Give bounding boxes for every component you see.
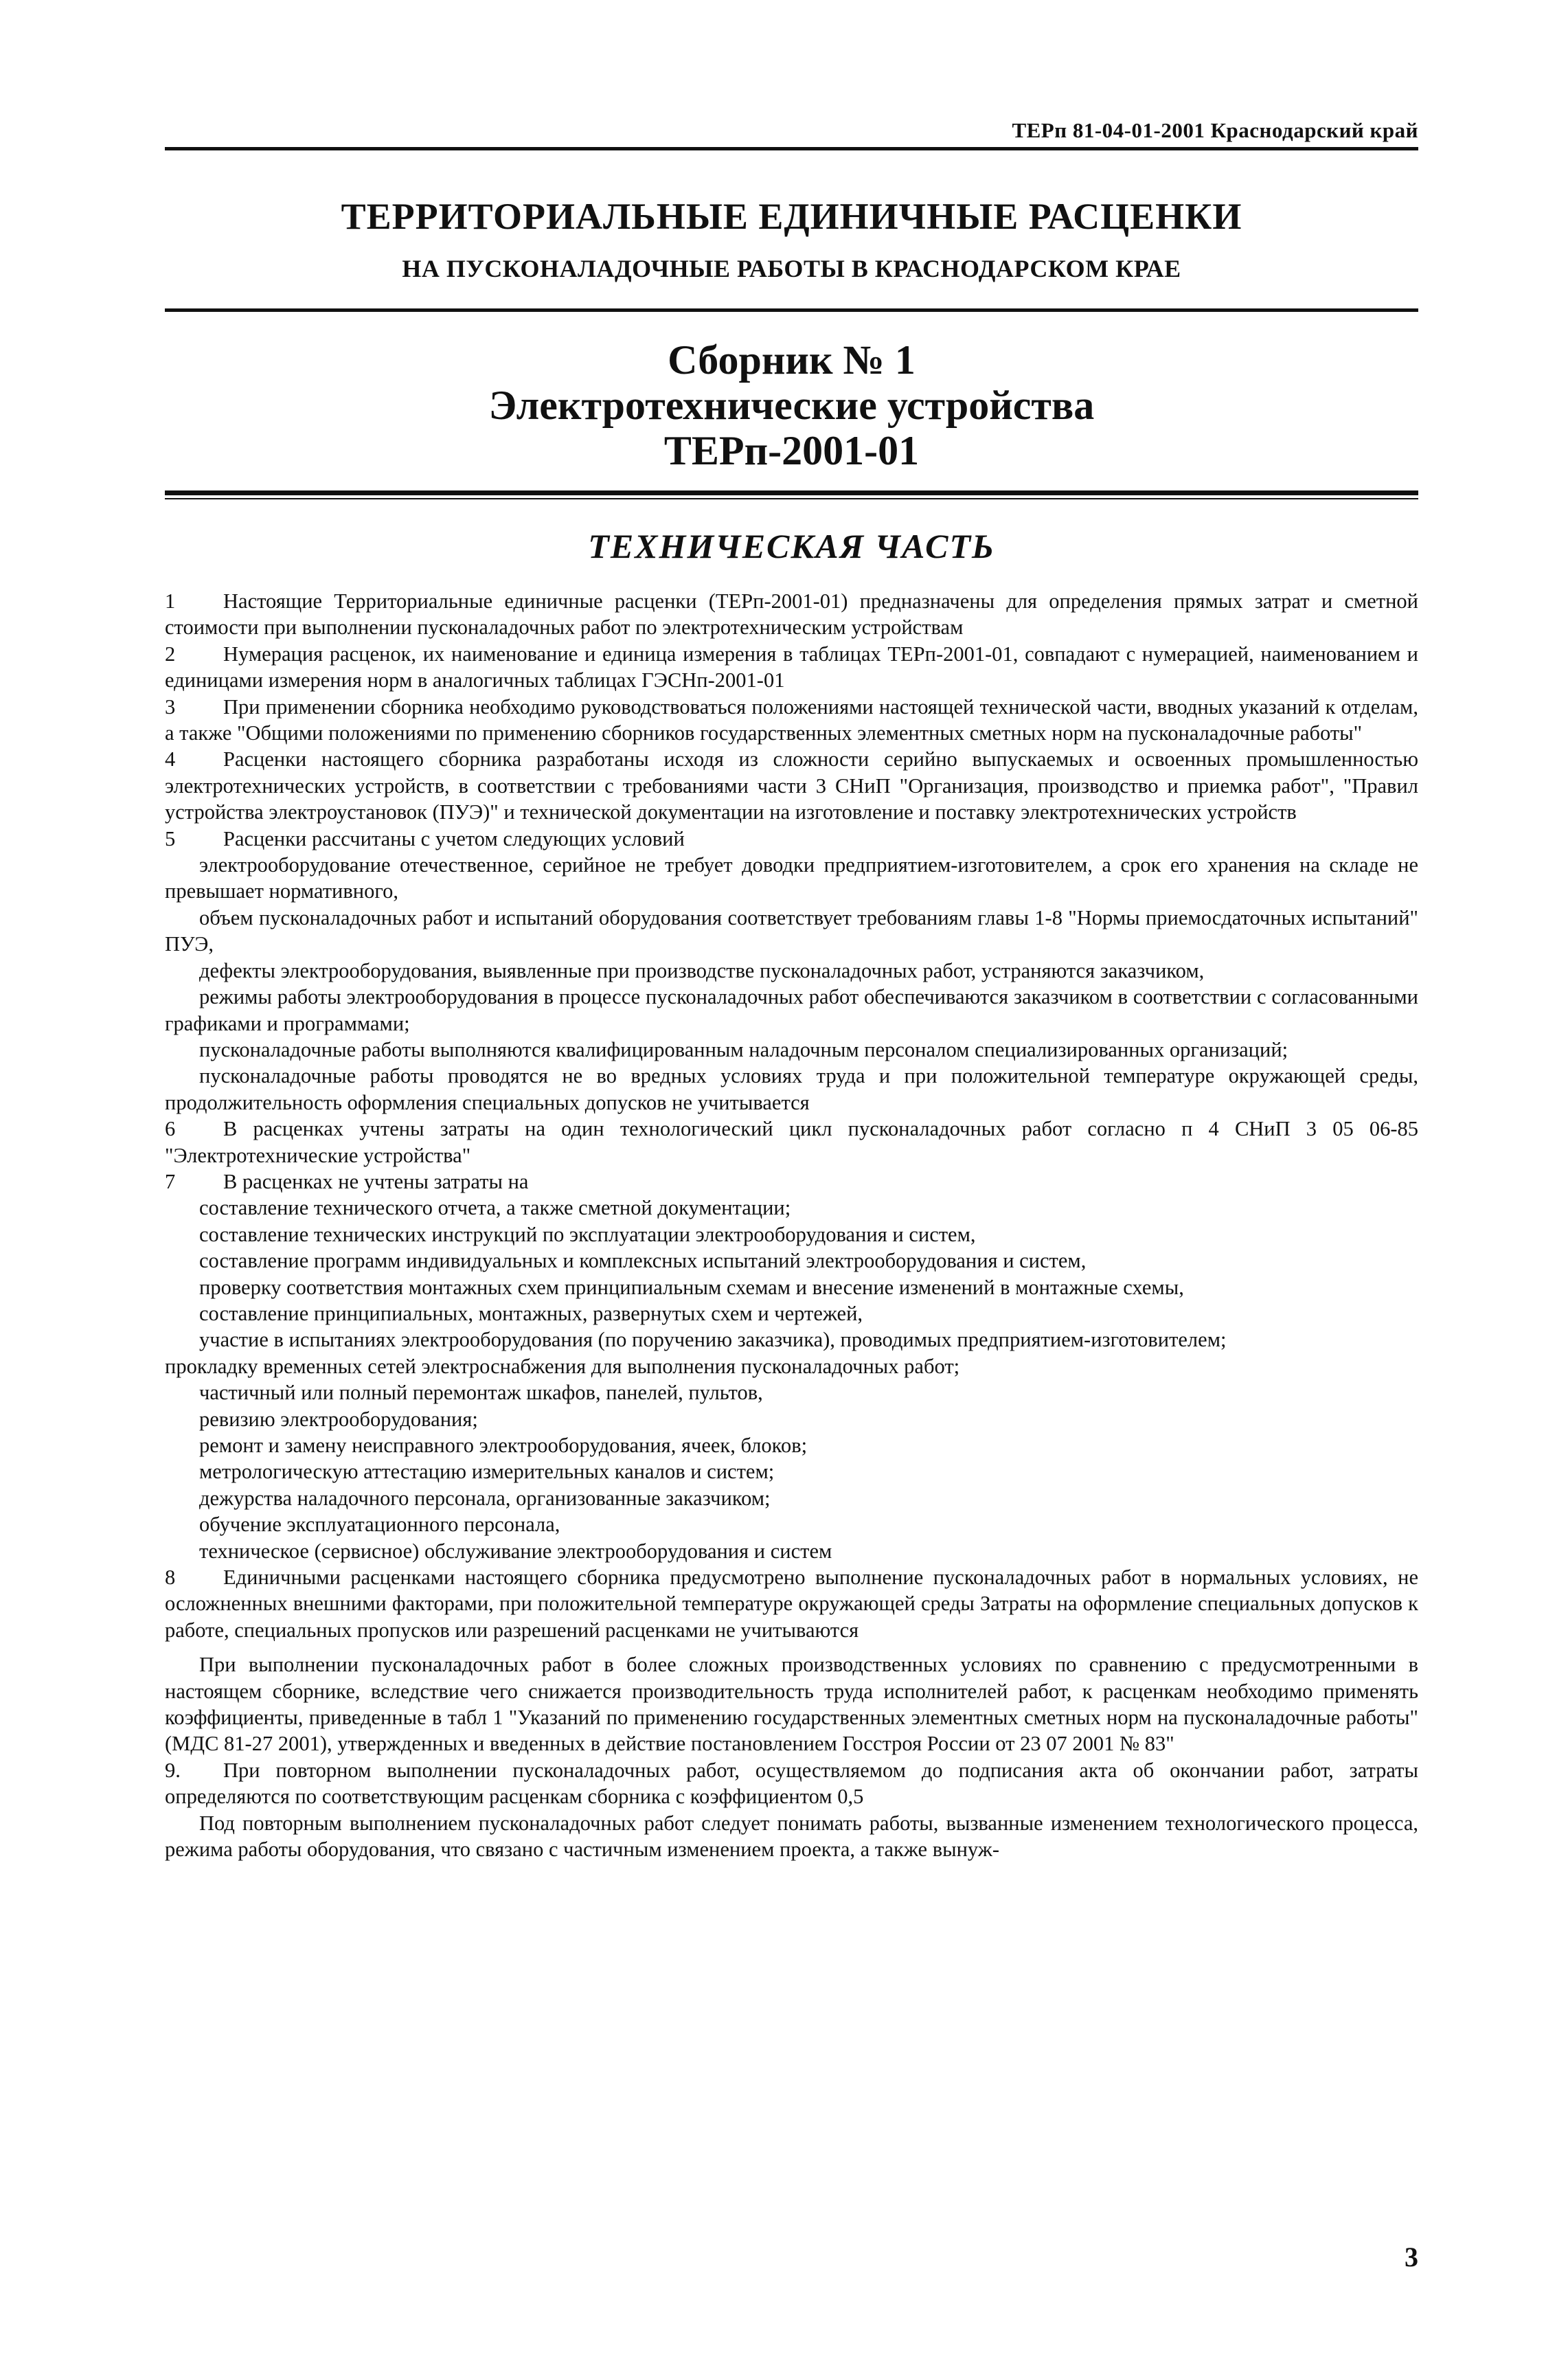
document-main-title: ТЕРРИТОРИАЛЬНЫЕ ЕДИНИЧНЫЕ РАСЦЕНКИ bbox=[341, 196, 1242, 237]
paragraph-7 bbox=[165, 1169, 1418, 1195]
page-number: 3 bbox=[1405, 2242, 1418, 2272]
exclusion-item: составление программ индивидуальных и комплексных испытаний электрооборудования и систем, bbox=[199, 1249, 1087, 1273]
paragraph-8-extra: При выполнении пусконаладочных работ в более сложных производственных условиях по сравнению с предусмотренными в настоящем сборнике, вследствие чего снижается производительность труда исполнителей работ, к расценкам необходимо применять коэффициенты, приведенные в табл 1 "Указаний по применению государственных элементных сметных норм на пусконаладочные работы" (МДС 81-27 2001), утвержденных и введенных в действие постановлением Госстроя России от 23 07 2001 № 83" bbox=[165, 1653, 1418, 1756]
paragraph-text: В расценках учтены затраты на один технологический цикл пусконаладочных работ согласно п 4 СНиП 3 05 06-85 "Электротехнические устройства" bbox=[165, 1117, 1418, 1167]
paragraph-text: Настоящие Территориальные единичные расценки (ТЕРп-2001-01) предназначены для определения прямых затрат и сметной стоимости при выполнении пусконаладочных работ по электротехническим устройствам bbox=[165, 589, 1418, 640]
paragraph-3 bbox=[165, 694, 1418, 747]
paragraph-text: Расценки рассчитаны с учетом следующих условий bbox=[223, 826, 685, 850]
exclusion-item: составление технического отчета, а также сметной документации; bbox=[199, 1196, 791, 1220]
section-title: ТЕХНИЧЕСКАЯ ЧАСТЬ bbox=[588, 527, 995, 565]
document-subtitle: НА ПУСКОНАЛАДОЧНЫЕ РАБОТЫ В КРАСНОДАРСКОМ КРАЕ bbox=[402, 255, 1181, 282]
exclusion-item: ремонт и замену неисправного электрооборудования, ячеек, блоков; bbox=[199, 1434, 808, 1457]
paragraph-number: 5 bbox=[165, 826, 176, 850]
condition-item: дефекты электрооборудования, выявленные при производстве пусконаладочных работ, устраняются заказчиком, bbox=[199, 958, 1205, 982]
exclusion-item: дежурства наладочного персонала, организованные заказчиком; bbox=[199, 1486, 771, 1510]
paragraph-number: 3 bbox=[165, 695, 176, 719]
paragraph-number: 7 bbox=[165, 1169, 176, 1193]
collection-number: Сборник № 1 bbox=[668, 337, 916, 383]
collection-code: ТЕРп-2001-01 bbox=[663, 428, 920, 473]
title-rule bbox=[165, 308, 1418, 312]
condition-item: объем пусконаладочных работ и испытаний оборудования соответствует требованиям главы 1-8 "Нормы приемосдаточных испытаний" ПУЭ, bbox=[165, 905, 1418, 956]
exclusion-item: участие в испытаниях электрооборудования (по поручению заказчика), проводимых предприятием-изготовителем; bbox=[199, 1328, 1227, 1352]
exclusion-item: обучение эксплуатационного персонала, bbox=[199, 1513, 560, 1537]
paragraph-1 bbox=[165, 588, 1418, 641]
paragraph-text: Единичными расценками настоящего сборника предусмотрено выполнение пусконаладочных работ в нормальных условиях, не осложненных внешними факторами, при положительной температуре окружающей среды Затраты на оформление специальных допусков к работе, специальных пропусков или разрешений расценками не учитываются bbox=[165, 1566, 1418, 1642]
exclusion-item: частичный или полный перемонтаж шкафов, панелей, пультов, bbox=[199, 1381, 763, 1405]
paragraph-text: Нумерация расценок, их наименование и единица измерения в таблицах ТЕРп-2001-01, совпадают с нумерацией, наименованием и единицами измерения норм в аналогичных таблицах ГЭСНп-2001-01 bbox=[165, 642, 1418, 692]
paragraph-8 bbox=[165, 1564, 1418, 1643]
document-reference-header: ТЕРп 81-04-01-2001 Краснодарский край bbox=[1012, 118, 1418, 142]
paragraph-9 bbox=[165, 1757, 1418, 1810]
paragraph-2 bbox=[165, 641, 1418, 694]
paragraph-5 bbox=[165, 826, 1418, 852]
paragraph-gap bbox=[165, 1643, 1418, 1651]
exclusion-item: составление технических инструкций по эксплуатации электрооборудования и систем, bbox=[199, 1222, 976, 1246]
document-body bbox=[165, 588, 1418, 1863]
paragraph-number: 1 bbox=[165, 589, 176, 613]
paragraph-9-extra: Под повторным выполнением пусконаладочных работ следует понимать работы, вызванные изменением технологического процесса, режима работы оборудования, что связано с частичным изменением проекта, а также вынуж- bbox=[165, 1811, 1418, 1862]
exclusion-item: ревизию электрооборудования; bbox=[199, 1407, 478, 1431]
paragraph-number: 4 bbox=[165, 747, 176, 771]
exclusion-item: проверку соответствия монтажных схем принципиальным схемам и внесение изменений в монтажные схемы, bbox=[199, 1275, 1184, 1299]
paragraph-6 bbox=[165, 1116, 1418, 1169]
paragraph-text: При повторном выполнении пусконаладочных работ, осуществляемом до подписания акта об окончании работ, затраты определяются по соответствующим расценкам сборника с коэффициентом 0,5 bbox=[165, 1758, 1418, 1809]
paragraph-number: 9. bbox=[165, 1758, 181, 1782]
exclusion-item: техническое (сервисное) обслуживание электрооборудования и систем bbox=[199, 1539, 832, 1563]
paragraph-number: 2 bbox=[165, 642, 176, 666]
paragraph-number: 6 bbox=[165, 1117, 176, 1141]
paragraph-4 bbox=[165, 746, 1418, 825]
exclusion-item: составление принципиальных, монтажных, развернутых схем и чертежей, bbox=[199, 1301, 863, 1325]
condition-item: электрооборудование отечественное, серийное не требует доводки предприятием-изготовителем, а срок его хранения на складе не превышает нормативного, bbox=[165, 853, 1418, 903]
paragraph-text: Расценки настоящего сборника разработаны исходя из сложности серийно выпускаемых и освоенных промышленностью электротехнических устройств, в соответствии с требованиями части 3 СНиП "Организация, производство и приемка работ", "Правил устройства электроустановок (ПУЭ)" и технической документации на изготовление и поставку электротехнических устройств bbox=[165, 747, 1418, 824]
condition-item: пусконаладочные работы выполняются квалифицированным наладочным персоналом специализированных организаций; bbox=[199, 1037, 1288, 1061]
paragraph-number: 8 bbox=[165, 1566, 176, 1590]
paragraph-text: В расценках не учтены затраты на bbox=[223, 1169, 529, 1193]
collection-rule-thin bbox=[165, 498, 1418, 499]
header-rule bbox=[165, 147, 1418, 150]
condition-item: режимы работы электрооборудования в процессе пусконаладочных работ обеспечиваются заказчиком в соответствии с согласованными графиками и программами; bbox=[165, 985, 1418, 1035]
paragraph-text: При применении сборника необходимо руководствоваться положениями настоящей технической части, вводных указаний к отделам, а также "Общими положениями по применению сборников государственных элементных сметных норм на пусконаладочные работы" bbox=[165, 695, 1418, 745]
condition-item: пусконаладочные работы проводятся не во вредных условиях труда и при положительной температуре окружающей среды, продолжительность оформления специальных допусков не учитывается bbox=[165, 1064, 1418, 1114]
collection-name: Электротехнические устройства bbox=[488, 383, 1095, 428]
exclusion-item: прокладку временных сетей электроснабжения для выполнения пусконаладочных работ; bbox=[165, 1354, 960, 1378]
collection-rule bbox=[165, 490, 1418, 495]
exclusion-item: метрологическую аттестацию измерительных каналов и систем; bbox=[199, 1460, 775, 1484]
